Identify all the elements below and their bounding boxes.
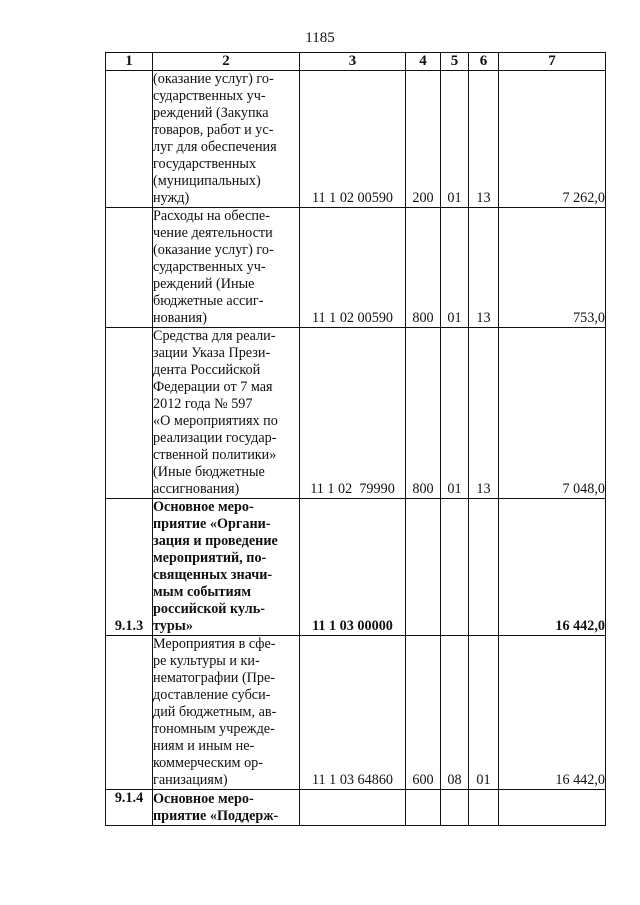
amount bbox=[499, 790, 606, 826]
item-number bbox=[106, 71, 153, 208]
budget-table bbox=[105, 52, 606, 826]
description-line: приятие «Поддерж- bbox=[153, 808, 279, 824]
description-line: Основное меро- bbox=[153, 499, 254, 515]
expense-type-code: 800 bbox=[406, 328, 441, 499]
description-line: Федерации от 7 мая bbox=[153, 379, 273, 395]
subsection-code bbox=[469, 499, 499, 636]
item-description bbox=[153, 499, 300, 636]
item-description bbox=[153, 208, 300, 328]
table-header-row bbox=[106, 53, 606, 71]
description-line: дента Российской bbox=[153, 362, 261, 378]
description-line: доставление субси- bbox=[153, 687, 271, 703]
subsection-code bbox=[469, 790, 499, 826]
section-code: 01 bbox=[441, 71, 469, 208]
column-header: 3 bbox=[300, 53, 406, 71]
description-line: дий бюджетным, ав- bbox=[153, 704, 277, 720]
amount: 7 262,0 bbox=[499, 71, 606, 208]
table-row bbox=[106, 328, 606, 499]
subsection-code: 13 bbox=[469, 71, 499, 208]
description-line: нематографии (Пре- bbox=[153, 670, 276, 686]
description-line: государственных bbox=[153, 156, 257, 172]
column-header: 4 bbox=[406, 53, 441, 71]
expense-type-code bbox=[406, 790, 441, 826]
column-header: 1 bbox=[106, 53, 153, 71]
description-line: ре культуры и ки- bbox=[153, 653, 260, 669]
column-header: 2 bbox=[153, 53, 300, 71]
description-line: Средства для реали- bbox=[153, 328, 276, 344]
description-line: священных значи- bbox=[153, 567, 273, 583]
target-article-code bbox=[300, 790, 406, 826]
subsection-code: 13 bbox=[469, 328, 499, 499]
target-article-code: 11 1 03 00000 bbox=[300, 499, 406, 636]
description-line: ственной политики» bbox=[153, 447, 277, 463]
item-description bbox=[153, 71, 300, 208]
description-line: нования) bbox=[153, 310, 207, 326]
expense-type-code: 200 bbox=[406, 71, 441, 208]
description-line: ганизациям) bbox=[153, 772, 228, 788]
section-code: 01 bbox=[441, 208, 469, 328]
description-line: приятие «Органи- bbox=[153, 516, 271, 532]
subsection-code: 01 bbox=[469, 636, 499, 790]
description-line: коммерческим ор- bbox=[153, 755, 263, 771]
item-description bbox=[153, 636, 300, 790]
description-line: зации Указа Прези- bbox=[153, 345, 271, 361]
description-line: (муниципальных) bbox=[153, 173, 261, 189]
description-line: сударственных уч- bbox=[153, 259, 266, 275]
page-number: 1185 bbox=[305, 30, 335, 46]
section-code bbox=[441, 790, 469, 826]
description-line: чение деятельности bbox=[153, 225, 273, 241]
amount: 7 048,0 bbox=[499, 328, 606, 499]
description-line: (Иные бюджетные bbox=[153, 464, 265, 480]
description-line: реждений (Закупка bbox=[153, 105, 269, 121]
item-number: 9.1.3 bbox=[106, 499, 153, 636]
section-code: 08 bbox=[441, 636, 469, 790]
amount: 16 442,0 bbox=[499, 499, 606, 636]
item-description bbox=[153, 328, 300, 499]
description-line: зация и проведение bbox=[153, 533, 278, 549]
table-row bbox=[106, 208, 606, 328]
description-line: тономным учрежде- bbox=[153, 721, 275, 737]
description-line: сударственных уч- bbox=[153, 88, 266, 104]
description-line: бюджетные ассиг- bbox=[153, 293, 264, 309]
item-number bbox=[106, 328, 153, 499]
section-code: 01 bbox=[441, 328, 469, 499]
column-header: 7 bbox=[499, 53, 606, 71]
description-line: туры» bbox=[153, 618, 193, 634]
item-description bbox=[153, 790, 300, 826]
table-row bbox=[106, 71, 606, 208]
table-row bbox=[106, 790, 606, 826]
table-row bbox=[106, 636, 606, 790]
description-line: реализации государ- bbox=[153, 430, 277, 446]
item-number bbox=[106, 208, 153, 328]
column-header: 5 bbox=[441, 53, 469, 71]
description-line: ассигнования) bbox=[153, 481, 240, 497]
target-article-code: 11 1 03 64860 bbox=[300, 636, 406, 790]
description-line: мым событиям bbox=[153, 584, 251, 600]
description-line: луг для обеспечения bbox=[153, 139, 277, 155]
description-line: «О мероприятиях по bbox=[153, 413, 278, 429]
amount: 16 442,0 bbox=[499, 636, 606, 790]
target-article-code: 11 1 02 00590 bbox=[300, 71, 406, 208]
description-line: 2012 года № 597 bbox=[153, 396, 253, 412]
table-row bbox=[106, 499, 606, 636]
description-line: (оказание услуг) го- bbox=[153, 242, 274, 258]
target-article-code: 11 1 02 79990 bbox=[300, 328, 406, 499]
description-line: реждений (Иные bbox=[153, 276, 255, 292]
amount: 753,0 bbox=[499, 208, 606, 328]
description-line: товаров, работ и ус- bbox=[153, 122, 274, 138]
column-header: 6 bbox=[469, 53, 499, 71]
expense-type-code bbox=[406, 499, 441, 636]
section-code bbox=[441, 499, 469, 636]
expense-type-code: 600 bbox=[406, 636, 441, 790]
item-number bbox=[106, 636, 153, 790]
description-line: (оказание услуг) го- bbox=[153, 71, 274, 87]
description-line: Мероприятия в сфе- bbox=[153, 636, 276, 652]
description-line: Основное меро- bbox=[153, 791, 254, 807]
description-line: российской куль- bbox=[153, 601, 265, 617]
description-line: мероприятий, по- bbox=[153, 550, 267, 566]
item-number: 9.1.4 bbox=[106, 790, 153, 826]
description-line: ниям и иным не- bbox=[153, 738, 255, 754]
expense-type-code: 800 bbox=[406, 208, 441, 328]
subsection-code: 13 bbox=[469, 208, 499, 328]
description-line: Расходы на обеспе- bbox=[153, 208, 270, 224]
target-article-code: 11 1 02 00590 bbox=[300, 208, 406, 328]
description-line: нужд) bbox=[153, 190, 190, 206]
